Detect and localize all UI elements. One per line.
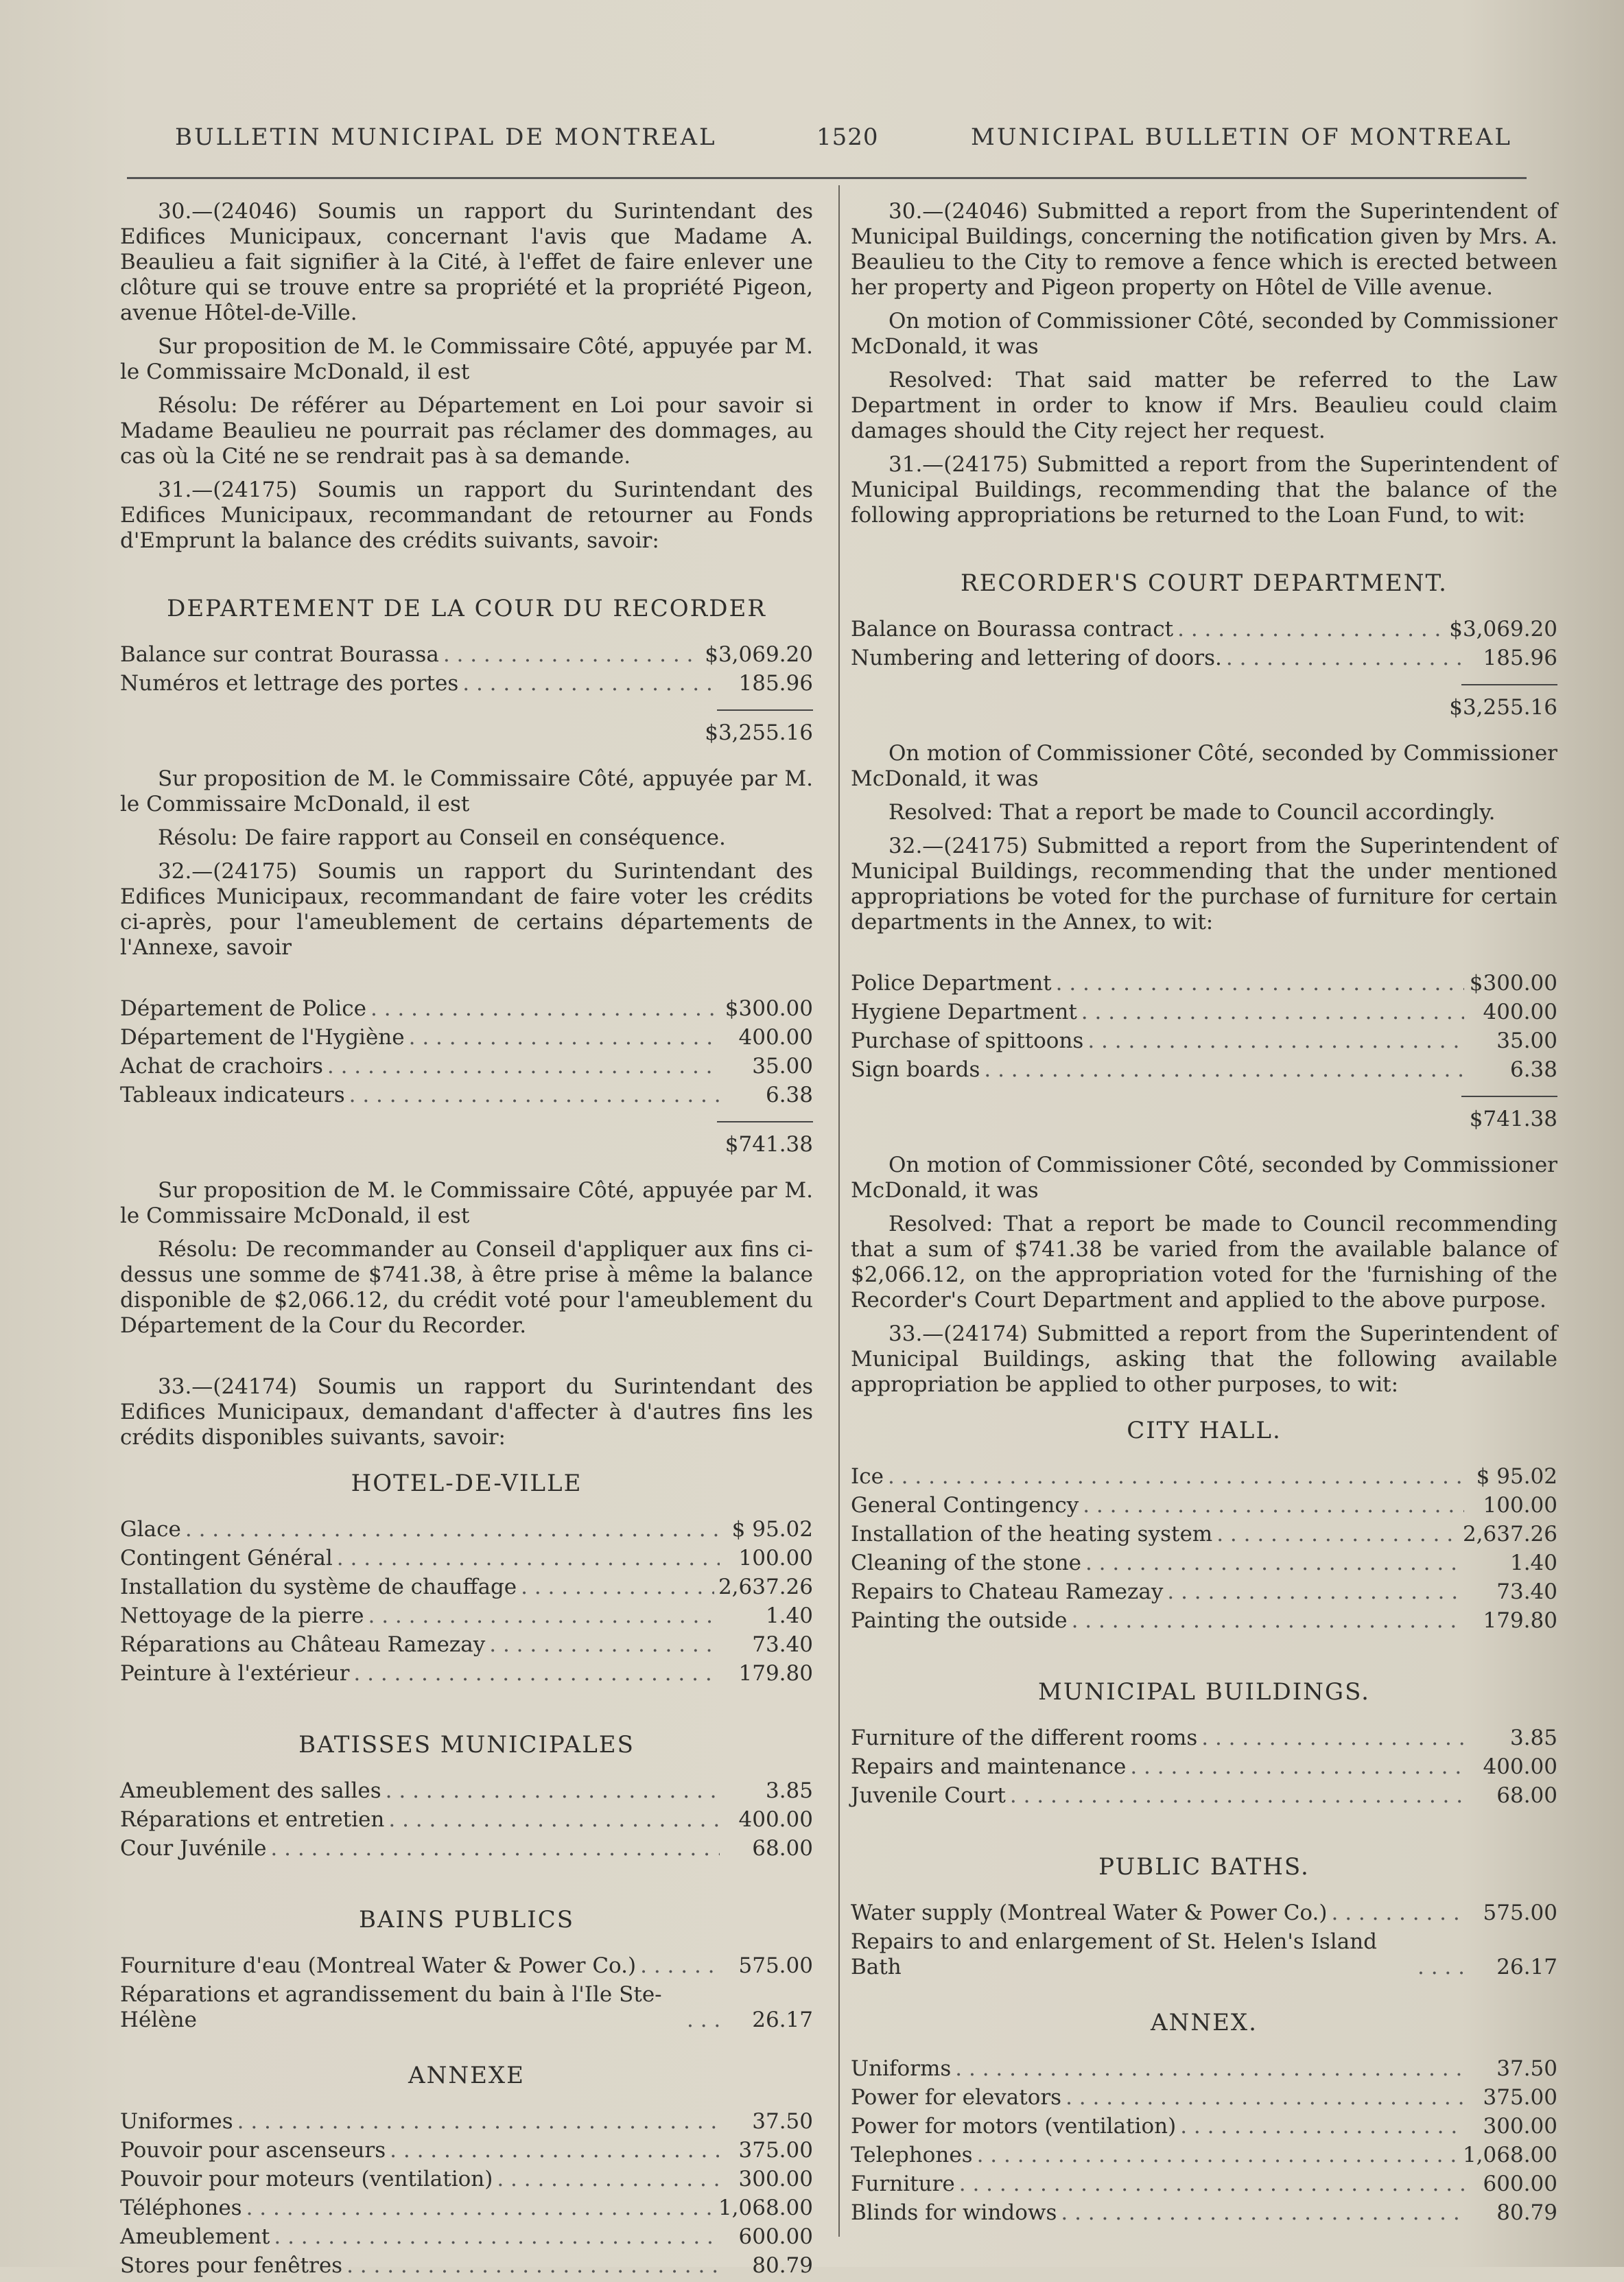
row-amount: $300.00	[1469, 971, 1557, 996]
row-amount: 26.17	[752, 2008, 813, 2032]
header-rule	[127, 177, 1527, 179]
row-amount: 37.50	[752, 2109, 813, 2134]
en-city-hall-row	[851, 1522, 1557, 1551]
leader-dots	[327, 1054, 720, 1079]
row-label: Numbering and lettering of doors.	[851, 646, 1222, 670]
fr-item-31-resolution: Résolu: De faire rapport au Conseil en conséquence.	[158, 825, 726, 850]
row-amount: 375.00	[1483, 2085, 1557, 2110]
en-item-32-resolution: Resolved: That a report be made to Council recommending that a sum of $741.38 be varied from the available balance of $2,066.12, on the appropriation voted for the 'furnishing of the Recorder's Court Department and applied to the above purpose.	[851, 1212, 1557, 1313]
leader-dots	[1201, 1726, 1464, 1751]
leader-dots	[955, 2056, 1464, 2082]
total-rule	[717, 1121, 813, 1122]
leader-dots	[462, 671, 720, 696]
fr-annexe-row	[120, 2253, 813, 2282]
total-rule	[717, 709, 813, 711]
leader-dots	[1010, 1783, 1464, 1809]
total-rule	[1461, 684, 1557, 685]
en-annex-row	[851, 2143, 1557, 2172]
header-left-title: BULLETIN MUNICIPAL DE MONTREAL	[175, 123, 717, 151]
en-municipal-buildings-row	[851, 1783, 1557, 1812]
row-label: Réparations et agrandissement du bain à l'Ile Ste-Hélène	[120, 1982, 662, 2032]
row-label: Furniture of the different rooms	[851, 1726, 1198, 1750]
row-amount: 100.00	[738, 1546, 813, 1571]
en-public-baths-row	[851, 1929, 1557, 1980]
fr-section-batisses: BATISSES MUNICIPALES	[298, 1731, 635, 1758]
en-item-32-row	[851, 1057, 1557, 1086]
en-item-32-row	[851, 971, 1557, 1000]
fr-item-30-resolution: Résolu: De référer au Département en Loi pour savoir si Madame Beaulieu ne pourrait pas réclamer des dommages, au cas où la Cité ne se rendrait pas à sa demande.	[120, 393, 813, 469]
row-label: General Contingency	[851, 1493, 1079, 1518]
fr-hotel-row	[120, 1575, 813, 1603]
row-label: Numéros et lettrage des portes	[120, 671, 459, 696]
row-label: Uniformes	[120, 2109, 233, 2134]
row-label: Painting the outside	[851, 1608, 1068, 1633]
fr-hotel-row	[120, 1632, 813, 1661]
row-amount: 179.80	[738, 1661, 813, 1686]
leader-dots	[370, 996, 720, 1022]
page-number: 1520	[816, 123, 879, 151]
row-amount: 400.00	[738, 1807, 813, 1832]
leader-dots	[1066, 2085, 1464, 2110]
en-item-33: 33.—(24174) Submitted a report from the Superintendent of Municipal Buildings, asking that the following available appropriation be applied to other purposes, to wit:	[851, 1321, 1557, 1397]
en-public-baths-row	[851, 1901, 1557, 1929]
en-recorder-list	[851, 617, 1557, 674]
leader-dots	[409, 1025, 720, 1050]
en-public-baths-list	[851, 1901, 1557, 1980]
fr-recorder-total: $3,255.16	[705, 720, 813, 745]
leader-dots	[353, 1661, 720, 1686]
row-label: Power for motors (ventilation)	[851, 2114, 1177, 2139]
en-municipal-buildings-list	[851, 1726, 1557, 1812]
fr-item-31: 31.—(24175) Soumis un rapport du Surintendant des Edifices Municipaux, recommandant de retourner au Fonds d'Emprunt la balance des crédits suivants, savoir:	[120, 478, 813, 553]
row-label: Pouvoir pour ascenseurs	[120, 2138, 386, 2163]
leader-dots	[888, 1464, 1464, 1490]
row-label: Nettoyage de la pierre	[120, 1603, 364, 1628]
leader-dots	[1177, 617, 1445, 642]
leader-dots	[1085, 1551, 1464, 1576]
fr-item-32-row	[120, 996, 813, 1025]
fr-recorder-list	[120, 642, 813, 700]
en-item-30-motion: On motion of Commissioner Côté, seconded by Commissioner McDonald, it was	[851, 309, 1557, 359]
en-item-32-row	[851, 1028, 1557, 1057]
row-amount: 1,068.00	[1462, 2143, 1557, 2167]
leader-dots	[1081, 1000, 1464, 1025]
leader-dots	[1417, 1955, 1464, 1980]
row-amount: $300.00	[725, 996, 813, 1021]
leader-dots	[1072, 1608, 1464, 1634]
fr-item-32-total: $741.38	[725, 1132, 813, 1157]
row-amount: 100.00	[1483, 1493, 1557, 1518]
row-amount: 1,068.00	[718, 2196, 813, 2220]
row-label: Purchase of spittoons	[851, 1028, 1084, 1053]
fr-hotel-row	[120, 1661, 813, 1690]
row-label: Réparations au Château Ramezay	[120, 1632, 486, 1657]
row-amount: $ 95.02	[1476, 1464, 1557, 1489]
leader-dots	[185, 1517, 720, 1542]
en-item-31: 31.—(24175) Submitted a report from the Superintendent of Municipal Buildings, recommending that the balance of the following appropriations be returned to the Loan Fund, to wit:	[851, 452, 1557, 528]
row-label: Téléphones	[120, 2196, 242, 2220]
row-amount: 35.00	[1496, 1028, 1557, 1053]
fr-item-31-motion: Sur proposition de M. le Commissaire Côté, appuyée par M. le Commissaire McDonald, il est	[120, 766, 813, 816]
row-amount: 575.00	[738, 1953, 813, 1978]
header-right-title: MUNICIPAL BULLETIN OF MONTREAL	[971, 123, 1513, 151]
fr-hotel-row	[120, 1546, 813, 1575]
en-item-31-resolution: Resolved: That a report be made to Council accordingly.	[889, 800, 1496, 825]
row-amount: 300.00	[738, 2167, 813, 2191]
leader-dots	[349, 1083, 720, 1108]
fr-item-33: 33.—(24174) Soumis un rapport du Surintendant des Edifices Municipaux, demandant d'affecter à d'autres fins les crédits disponibles suivants, savoir:	[120, 1374, 813, 1450]
fr-section-bains: BAINS PUBLICS	[358, 1906, 575, 1933]
en-section-municipal-buildings: MUNICIPAL BUILDINGS.	[1038, 1678, 1370, 1706]
fr-hotel-list	[120, 1517, 813, 1690]
total-rule	[1461, 1096, 1557, 1097]
row-amount: 3.85	[765, 1778, 813, 1803]
row-amount: 179.80	[1483, 1608, 1557, 1633]
fr-batisses-list	[120, 1778, 813, 1865]
row-label: Installation du système de chauffage	[120, 1575, 517, 1599]
row-label: Ameublement	[120, 2224, 270, 2249]
row-label: Sign boards	[851, 1057, 980, 1082]
fr-batisses-row	[120, 1836, 813, 1865]
leader-dots	[443, 642, 701, 668]
row-amount: 575.00	[1483, 1901, 1557, 1925]
row-label: Cour Juvénile	[120, 1836, 267, 1861]
fr-hotel-row	[120, 1517, 813, 1546]
leader-dots	[1087, 1028, 1464, 1054]
fr-batisses-row	[120, 1807, 813, 1836]
en-section-recorder: RECORDER'S COURT DEPARTMENT.	[960, 569, 1448, 597]
leader-dots	[959, 2172, 1464, 2197]
leader-dots	[687, 2008, 720, 2033]
en-recorder-row	[851, 617, 1557, 646]
en-city-hall-row	[851, 1608, 1557, 1637]
row-label: Balance on Bourassa contract	[851, 617, 1174, 642]
row-label: Tableaux indicateurs	[120, 1083, 345, 1107]
fr-item-32: 32.—(24175) Soumis un rapport du Surintendant des Edifices Municipaux, recommandant de faire voter les crédits ci-après, pour l'ameublement de certains départements de l'Annexe, savoir	[120, 859, 813, 960]
en-item-32-total: $741.38	[1469, 1107, 1557, 1131]
row-amount: $3,069.20	[705, 642, 813, 667]
row-label: Stores pour fenêtres	[120, 2253, 343, 2278]
leader-dots	[1180, 2114, 1464, 2139]
fr-annexe-list	[120, 2109, 813, 2282]
row-label: Cleaning of the stone	[851, 1551, 1081, 1575]
en-section-public-baths: PUBLIC BATHS.	[1098, 1853, 1310, 1881]
row-label: Repairs to Chateau Ramezay	[851, 1579, 1164, 1604]
row-label: Ice	[851, 1464, 884, 1489]
en-recorder-row	[851, 646, 1557, 674]
en-city-hall-row	[851, 1493, 1557, 1522]
en-item-32-motion: On motion of Commissioner Côté, seconded by Commissioner McDonald, it was	[851, 1153, 1557, 1203]
leader-dots	[1216, 1522, 1459, 1547]
row-label: Département de Police	[120, 996, 367, 1021]
row-amount: $ 95.02	[731, 1517, 813, 1542]
row-amount: 400.00	[1483, 1000, 1557, 1024]
en-section-annex: ANNEX.	[1151, 2009, 1258, 2036]
row-label: Achat de crachoirs	[120, 1054, 323, 1079]
row-amount: 185.96	[738, 671, 813, 696]
row-amount: 2,637.26	[718, 1575, 813, 1599]
row-amount: 600.00	[1483, 2172, 1557, 2196]
fr-section-annexe: ANNEXE	[408, 2062, 525, 2089]
leader-dots	[274, 2224, 720, 2250]
leader-dots	[1083, 1493, 1464, 1518]
row-amount: 2,637.26	[1462, 1522, 1557, 1546]
row-label: Blinds for windows	[851, 2200, 1057, 2225]
row-amount: 37.50	[1496, 2056, 1557, 2081]
fr-item-32-row	[120, 1083, 813, 1111]
fr-annexe-row	[120, 2167, 813, 2196]
row-label: Département de l'Hygiène	[120, 1025, 405, 1050]
en-municipal-buildings-row	[851, 1726, 1557, 1754]
row-label: Juvenile Court	[851, 1783, 1006, 1808]
row-label: Furniture	[851, 2172, 955, 2196]
fr-recorder-row	[120, 642, 813, 671]
row-label: Contingent Général	[120, 1546, 333, 1571]
row-amount: 1.40	[765, 1603, 813, 1628]
fr-annexe-row	[120, 2196, 813, 2224]
row-label: Repairs and maintenance	[851, 1754, 1127, 1779]
leader-dots	[497, 2167, 720, 2192]
french-column	[120, 199, 813, 2282]
fr-item-32-row	[120, 1054, 813, 1083]
leader-dots	[1332, 1901, 1465, 1926]
fr-item-32-row	[120, 1025, 813, 1054]
en-annex-row	[851, 2114, 1557, 2143]
leader-dots	[489, 1632, 720, 1658]
en-item-30-resolution: Resolved: That said matter be referred to the Law Department in order to know if Mrs. Beaulieu could claim damages should the City reject her request.	[851, 368, 1557, 443]
fr-batisses-row	[120, 1778, 813, 1807]
fr-item-30-motion: Sur proposition de M. le Commissaire Côté, appuyée par M. le Commissaire McDonald, il est	[120, 334, 813, 384]
row-amount: 1.40	[1509, 1551, 1557, 1575]
english-column	[851, 199, 1557, 2229]
row-label: Installation of the heating system	[851, 1522, 1213, 1546]
en-item-32-list	[851, 971, 1557, 1086]
en-city-hall-list	[851, 1464, 1557, 1637]
row-label: Peinture à l'extérieur	[120, 1661, 350, 1686]
row-amount: 3.85	[1509, 1726, 1557, 1750]
row-amount: 26.17	[1496, 1955, 1557, 1979]
en-item-32: 32.—(24175) Submitted a report from the Superintendent of Municipal Buildings, recommending that the under mentioned appropriations be voted for the purchase of furniture for certain departments in the Annex, to wit:	[851, 834, 1557, 934]
leader-dots	[386, 1778, 720, 1804]
en-item-32-row	[851, 1000, 1557, 1028]
fr-bains-row	[120, 1982, 813, 2033]
en-city-hall-row	[851, 1464, 1557, 1493]
row-amount: 68.00	[1496, 1783, 1557, 1808]
row-label: Glace	[120, 1517, 181, 1542]
leader-dots	[1056, 971, 1464, 996]
row-label: Balance sur contrat Bourassa	[120, 642, 439, 667]
row-amount: 80.79	[752, 2253, 813, 2278]
row-label: Water supply (Montreal Water & Power Co.)	[851, 1901, 1328, 1925]
en-annex-list	[851, 2056, 1557, 2229]
row-label: Hygiene Department	[851, 1000, 1077, 1024]
fr-item-32-resolution: Résolu: De recommander au Conseil d'appliquer aux fins ci-dessus une somme de $741.38, à être prise à même la balance disponible de $2,066.12, du crédit voté pour l'ameublement du Département de la Cour du Recorder.	[120, 1237, 813, 1338]
fr-bains-row	[120, 1953, 813, 1982]
leader-dots	[237, 2109, 720, 2134]
leader-dots	[1226, 646, 1464, 671]
en-item-31-motion: On motion of Commissioner Côté, seconded by Commissioner McDonald, it was	[851, 741, 1557, 791]
fr-bains-list	[120, 1953, 813, 2033]
row-label: Fourniture d'eau (Montreal Water & Power Co.)	[120, 1953, 637, 1978]
en-annex-row	[851, 2172, 1557, 2200]
leader-dots	[337, 1546, 720, 1571]
row-amount: 375.00	[738, 2138, 813, 2163]
en-item-30: 30.—(24046) Submitted a report from the Superintendent of Municipal Buildings, concerning the notification given by Mrs. A. Beaulieu to the City to remove a fence which is erected between her property and Pigeon property on Hôtel de Ville avenue.	[851, 199, 1557, 300]
en-city-hall-row	[851, 1551, 1557, 1579]
en-city-hall-row	[851, 1579, 1557, 1608]
leader-dots	[246, 2196, 714, 2221]
row-amount: 80.79	[1496, 2200, 1557, 2225]
leader-dots	[977, 2143, 1459, 2168]
row-label: Uniforms	[851, 2056, 952, 2081]
fr-hotel-row	[120, 1603, 813, 1632]
leader-dots	[640, 1953, 720, 1979]
row-label: Power for elevators	[851, 2085, 1062, 2110]
row-amount: 300.00	[1483, 2114, 1557, 2139]
fr-item-32-motion: Sur proposition de M. le Commissaire Côté, appuyée par M. le Commissaire McDonald, il est	[120, 1178, 813, 1228]
leader-dots	[270, 1836, 720, 1861]
leader-dots	[346, 2253, 720, 2279]
leader-dots	[388, 1807, 720, 1833]
row-label: Réparations et entretien	[120, 1807, 385, 1832]
row-label: Police Department	[851, 971, 1052, 996]
row-label: Telephones	[851, 2143, 973, 2167]
row-amount: 6.38	[1509, 1057, 1557, 1082]
leader-dots	[1167, 1579, 1464, 1605]
leader-dots	[984, 1057, 1464, 1083]
row-label: Repairs to and enlargement of St. Helen's Island Bath	[851, 1929, 1378, 1979]
en-recorder-total: $3,255.16	[1449, 695, 1557, 720]
en-section-city-hall: CITY HALL.	[1127, 1417, 1282, 1444]
row-amount: 185.96	[1483, 646, 1557, 670]
fr-annexe-row	[120, 2138, 813, 2167]
leader-dots	[521, 1575, 714, 1600]
fr-item-30: 30.—(24046) Soumis un rapport du Surintendant des Edifices Municipaux, concernant l'avis que Madame A. Beaulieu a fait signifier à la Cité, à l'effet de faire enlever une clôture qui se trouve entre sa propriété et la propriété Pigeon, avenue Hôtel-de-Ville.	[120, 199, 813, 325]
leader-dots	[1061, 2200, 1464, 2226]
row-amount: 73.40	[1496, 1579, 1557, 1604]
row-amount: $3,069.20	[1449, 617, 1557, 642]
fr-section-hotel: HOTEL-DE-VILLE	[351, 1470, 582, 1497]
leader-dots	[368, 1603, 720, 1629]
fr-section-recorder: DEPARTEMENT DE LA COUR DU RECORDER	[167, 595, 766, 622]
fr-annexe-row	[120, 2109, 813, 2138]
leader-dots	[390, 2138, 720, 2163]
leader-dots	[1130, 1754, 1464, 1780]
en-annex-row	[851, 2056, 1557, 2085]
en-annex-row	[851, 2085, 1557, 2114]
en-municipal-buildings-row	[851, 1754, 1557, 1783]
row-label: Pouvoir pour moteurs (ventilation)	[120, 2167, 493, 2191]
row-amount: 68.00	[752, 1836, 813, 1861]
column-divider	[838, 185, 840, 2237]
row-amount: 400.00	[1483, 1754, 1557, 1779]
row-amount: 35.00	[752, 1054, 813, 1079]
fr-item-32-list	[120, 996, 813, 1111]
row-amount: 73.40	[752, 1632, 813, 1657]
row-amount: 400.00	[738, 1025, 813, 1050]
en-annex-row	[851, 2200, 1557, 2229]
fr-recorder-row	[120, 671, 813, 700]
row-label: Ameublement des salles	[120, 1778, 381, 1803]
row-amount: 6.38	[765, 1083, 813, 1107]
fr-annexe-row	[120, 2224, 813, 2253]
row-amount: 600.00	[738, 2224, 813, 2249]
